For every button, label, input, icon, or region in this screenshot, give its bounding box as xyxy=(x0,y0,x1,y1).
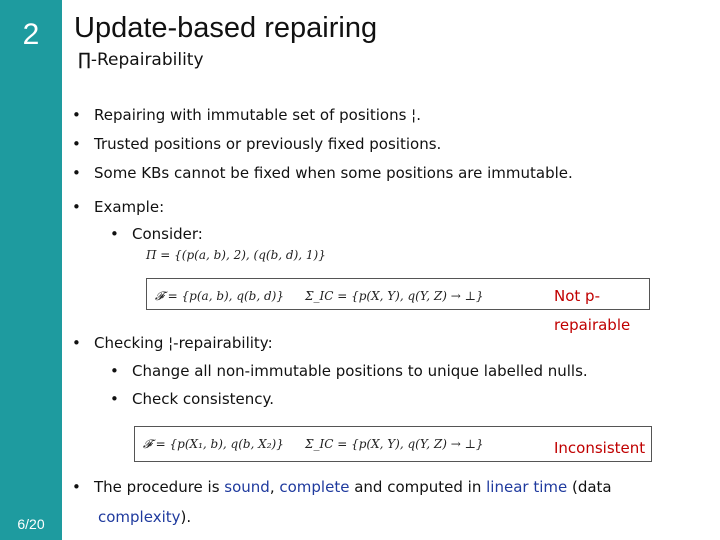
bullet-text: Repairing with immutable set of positions ¦. xyxy=(94,106,421,124)
bullet-icon: • xyxy=(72,478,81,496)
bullet-check-consistency xyxy=(110,390,274,408)
linear-time-term: linear time xyxy=(486,478,568,496)
pi-formula: Π = {(p(a, b), 2), (q(b, d), 1)} xyxy=(146,248,326,262)
bullet-text: Consider: xyxy=(132,225,203,243)
bullet-consider xyxy=(110,225,203,243)
bullet-procedure xyxy=(72,478,612,496)
bullet-text: Some KBs cannot be fixed when some positions are immutable. xyxy=(94,164,573,182)
verdict-not-repairable-line2: repairable xyxy=(554,316,631,334)
bullet-icon: • xyxy=(72,106,81,124)
footer-text-mid: and computed in xyxy=(349,478,487,496)
facts-formula: 𝓕 = {p(X₁, b), q(b, X₂)} xyxy=(143,437,284,451)
verdict-inconsistent: Inconsistent xyxy=(554,439,646,457)
bullet-icon: • xyxy=(72,334,81,352)
bullet-text: Change all non-immutable positions to unique labelled nulls. xyxy=(132,362,588,380)
bullet-trusted-positions xyxy=(72,135,441,153)
slide-title: Update-based repairing xyxy=(74,12,378,44)
bullet-checking xyxy=(72,334,273,352)
bullet-procedure-line2 xyxy=(98,508,191,526)
bullet-text: Checking ¦-repairability: xyxy=(94,334,273,352)
footer-text-post: (data xyxy=(567,478,612,496)
verdict-not-repairable-line1: Not p- xyxy=(554,287,600,305)
bullet-icon: • xyxy=(110,225,119,243)
bullet-example xyxy=(72,198,164,216)
bullet-icon: • xyxy=(72,198,81,216)
bullet-icon: • xyxy=(110,390,119,408)
bullet-immutable-set xyxy=(72,106,421,124)
bullet-text: Example: xyxy=(94,198,165,216)
bullet-text: Trusted positions or previously fixed positions. xyxy=(94,135,442,153)
constraints-formula: Σ_IC = {p(X, Y), q(Y, Z) → ⊥} xyxy=(305,289,484,303)
bullet-icon: • xyxy=(72,135,81,153)
sound-term: sound xyxy=(224,478,270,496)
sidebar xyxy=(0,0,62,540)
footer-text-pre: The procedure is xyxy=(94,478,225,496)
slide-subtitle: ∏-Repairability xyxy=(78,50,204,70)
section-number: 2 xyxy=(22,18,40,51)
footer-sep: , xyxy=(269,478,280,496)
page-number: 6/20 xyxy=(17,516,45,532)
bullet-change-positions xyxy=(110,362,588,380)
constraints-formula: Σ_IC = {p(X, Y), q(Y, Z) → ⊥} xyxy=(305,437,484,451)
bullet-text: Check consistency. xyxy=(132,390,275,408)
complexity-term: complexity xyxy=(98,508,181,526)
bullet-icon: • xyxy=(110,362,119,380)
facts-formula: 𝓕 = {p(a, b), q(b, d)} xyxy=(155,289,284,303)
bullet-icon: • xyxy=(72,164,81,182)
complete-term: complete xyxy=(279,478,350,496)
footer-line2-end: ). xyxy=(180,508,192,526)
bullet-cannot-fix xyxy=(72,164,573,182)
